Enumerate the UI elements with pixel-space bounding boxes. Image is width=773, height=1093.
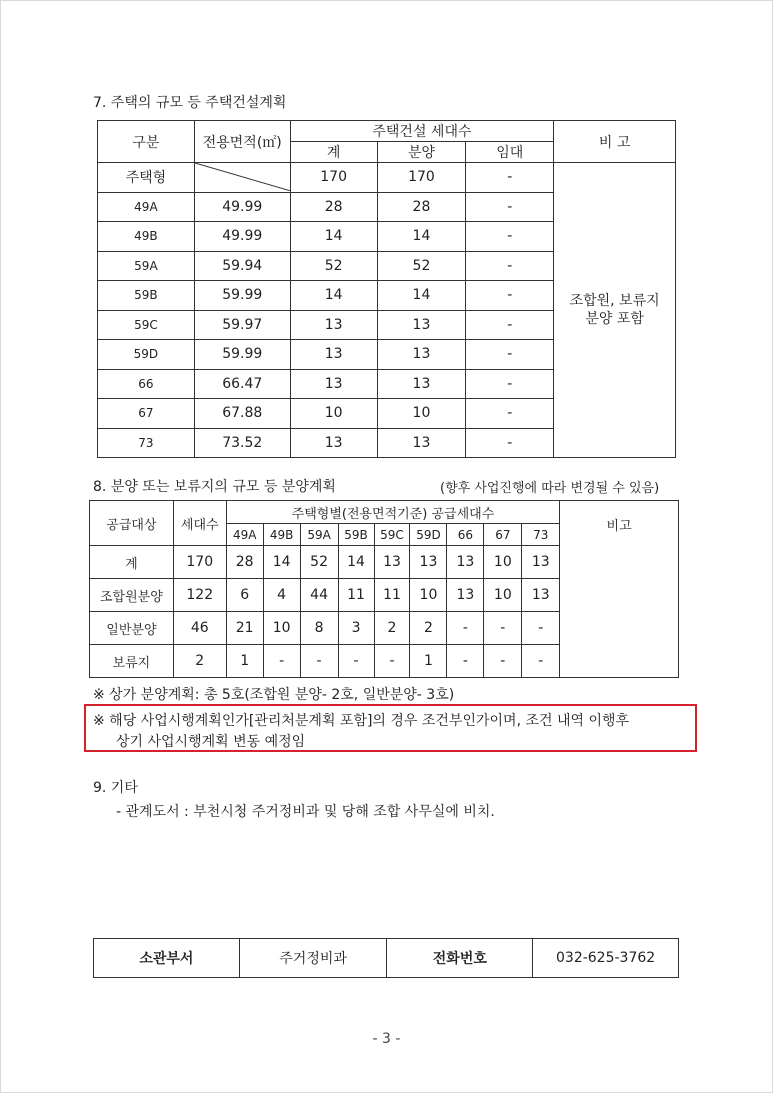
cell: 1 [410,645,447,678]
row-rent: - [466,340,554,370]
row-count: 170 [173,546,226,579]
row-area: 59.97 [194,310,290,340]
cell: 8 [300,612,338,645]
row-total: 14 [290,222,377,252]
row-rent: - [466,310,554,340]
row-sale: 170 [377,163,466,193]
header-rent: 임대 [466,142,554,163]
type-header: 67 [484,524,522,546]
cell: 13 [447,546,484,579]
cell: 13 [410,546,447,579]
row-total: 13 [290,428,377,458]
remark-line2: 분양 포함 [585,311,644,327]
cell: - [447,612,484,645]
row-type: 59B [98,281,195,311]
department-table [93,938,679,978]
cell: 6 [226,579,263,612]
row-area: 49.99 [194,192,290,222]
row-rent: - [466,251,554,281]
row-total: 13 [290,310,377,340]
row-rent: - [466,222,554,252]
dept-label: 소관부서 [94,939,240,978]
row-type: 73 [98,428,195,458]
cell: 4 [263,579,300,612]
row-sale: 14 [377,222,466,252]
row-type: 66 [98,369,195,399]
header-households: 세대수 [173,501,226,546]
cell: 21 [226,612,263,645]
row-sale: 13 [377,310,466,340]
type-header: 59B [338,524,374,546]
row-area: 59.94 [194,251,290,281]
page-number: - 3 - [372,1031,401,1047]
row-count: 122 [173,579,226,612]
phone-value: 032-625-3762 [533,939,679,978]
row-type: 49A [98,192,195,222]
cell: - [447,645,484,678]
header-type: 구분 [98,121,195,163]
cell: 3 [338,612,374,645]
cell: 10 [410,579,447,612]
type-header: 66 [447,524,484,546]
section9-title: 9. 기타 [93,780,138,796]
housing-plan-table [97,120,676,458]
row-rent: - [466,428,554,458]
row-type: 59D [98,340,195,370]
store-sale-note: ※ 상가 분양계획: 총 5호(조합원 분양- 2호, 일반분양- 3호) [93,687,455,703]
row-type: 67 [98,399,195,429]
diagonal-line [195,163,291,191]
cell: - [522,612,560,645]
row-sale: 13 [377,340,466,370]
cell: - [263,645,300,678]
type-header: 73 [522,524,560,546]
row-rent: - [466,163,554,193]
cell: 10 [484,579,522,612]
row-total: 13 [290,369,377,399]
row-area: 49.99 [194,222,290,252]
row-area: 59.99 [194,340,290,370]
cell: 13 [522,546,560,579]
row-rent: - [466,369,554,399]
type-header: 59D [410,524,447,546]
cell: 52 [300,546,338,579]
row-sale: 13 [377,428,466,458]
header-target: 공급대상 [90,501,174,546]
conditional-note-line2: 상기 사업시행계획 변동 예정임 [116,734,306,750]
cell: 10 [263,612,300,645]
row-total: 10 [290,399,377,429]
row-total: 14 [290,281,377,311]
cell: - [300,645,338,678]
cell: 10 [484,546,522,579]
header-sale: 분양 [377,142,466,163]
cell: 14 [338,546,374,579]
cell: - [484,612,522,645]
row-area: 73.52 [194,428,290,458]
header-remark: 비 고 [554,121,676,163]
conditional-note-line1: ※ 해당 사업시행계획인가[관리처분계획 포함]의 경우 조건부인가이며, 조건 내역 이행후 [93,713,630,729]
type-header: 59A [300,524,338,546]
cell: 28 [226,546,263,579]
cell: - [338,645,374,678]
row-label: 일반분양 [90,612,174,645]
cell: - [374,645,410,678]
section8-note-right: (향후 사업진행에 따라 변경될 수 있음) [440,481,660,496]
row-area: 66.47 [194,369,290,399]
row-label: 보류지 [90,645,174,678]
row-sale: 28 [377,192,466,222]
header-total: 계 [290,142,377,163]
row-sale: 10 [377,399,466,429]
phone-label: 전화번호 [387,939,533,978]
cell: 2 [374,612,410,645]
row-type: 주택형 [98,163,195,193]
row-total: 13 [290,340,377,370]
cell: 44 [300,579,338,612]
row-total: 52 [290,251,377,281]
cell: 13 [522,579,560,612]
row-type: 59C [98,310,195,340]
row-total: 28 [290,192,377,222]
cell: 11 [374,579,410,612]
type-header: 49A [226,524,263,546]
row-count: 2 [173,645,226,678]
section9-item: - 관계도서 : 부천시청 주거정비과 및 당해 조합 사무실에 비치. [116,804,495,820]
row-rent: - [466,192,554,222]
section7-title: 7. 주택의 규모 등 주택건설계획 [93,95,287,111]
cell: 1 [226,645,263,678]
row-sale: 13 [377,369,466,399]
header-remark: 비고 [560,501,679,678]
row-label: 조합원분양 [90,579,174,612]
diagonal-cell [194,163,290,193]
header-units-group: 주택건설 세대수 [290,121,554,142]
header-area: 전용면적(㎡) [194,121,290,163]
section8-title: 8. 분양 또는 보류지의 규모 등 분양계획 [93,479,336,495]
cell: - [484,645,522,678]
dept-value: 주거정비과 [239,939,387,978]
row-total: 170 [290,163,377,193]
cell: 13 [447,579,484,612]
row-rent: - [466,399,554,429]
sale-plan-table [89,500,679,678]
cell: 11 [338,579,374,612]
row-area: 59.99 [194,281,290,311]
cell: 2 [410,612,447,645]
table-row [98,163,676,193]
row-sale: 14 [377,281,466,311]
cell: 14 [263,546,300,579]
row-sale: 52 [377,251,466,281]
remark-line1: 조합원, 보류지 [569,293,660,309]
row-count: 46 [173,612,226,645]
row-rent: - [466,281,554,311]
row-type: 49B [98,222,195,252]
row-type: 59A [98,251,195,281]
header-group: 주택형별(전용면적기준) 공급세대수 [226,501,560,524]
remark-cell [554,163,676,458]
row-label: 계 [90,546,174,579]
type-header: 59C [374,524,410,546]
row-area: 67.88 [194,399,290,429]
cell: - [522,645,560,678]
cell: 13 [374,546,410,579]
type-header: 49B [263,524,300,546]
